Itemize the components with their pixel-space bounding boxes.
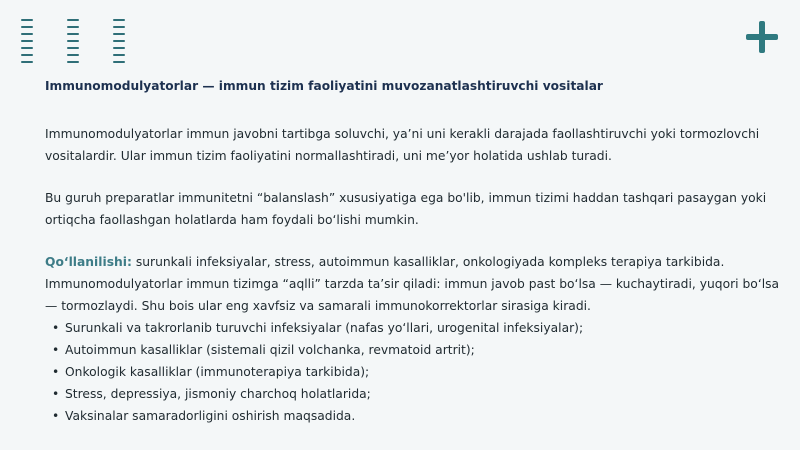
paragraph-balance: Bu guruh preparatlar immunitetni “balanslash” xususiyatiga ega bo'lib, immun tizimi haddan tashqari pasaygan yoki ortiqcha faollashgan holatlarda ham foydali bo‘lishi mumkin. (45, 191, 767, 227)
plus-icon[interactable] (746, 21, 778, 53)
list-item: • Onkologik kasalliklar (immunoterapiya tarkibida); (65, 361, 780, 383)
menu-lines-icon (21, 19, 33, 68)
menu-lines-icon (67, 19, 79, 68)
list-item: • Autoimmun kasalliklar (sistemali qizil volchanka, revmatoid artrit); (65, 339, 780, 361)
article-title: Immunomodulyatorlar — immun tizim faoliyatini muvozanatlashtiruvchi vositalar (45, 79, 603, 93)
paragraph-usage (45, 251, 780, 317)
paragraph-definition: Immunomodulyatorlar immun javobni tartibga soluvchi, ya’ni uni kerakli darajada faollashtiruvchi yoki tormozlovchi vositalardir. Ular immun tizim faoliyatini normallashtiradi, uni me’yor holatida ushlab turadi. (45, 127, 760, 163)
list-item: • Stress, depressiya, jismoniy charchoq holatlarida; (65, 383, 780, 405)
article (45, 77, 780, 427)
usage-label: Qo‘llanilishi: (45, 255, 132, 269)
list-item: • Surunkali va takrorlanib turuvchi infeksiyalar (nafas yo‘llari, urogenital infeksiyalar); (65, 317, 780, 339)
list-item: • Vaksinalar samaradorligini oshirish maqsadida. (65, 405, 780, 427)
indications-list (45, 317, 780, 427)
menu-lines-icon (113, 19, 125, 68)
usage-text: surunkali infeksiyalar, stress, autoimmun kasalliklar, onkologiyada kompleks terapiya tarkibida. Immunomodulyatorlar immun tizimga “aqlli” tarzda ta’sir qiladi: immun javob past bo‘lsa — kuchaytiradi, yuqori bo‘lsa — tormozlaydi. Shu bois ular eng xavfsiz va samarali immunokorrektorlar sirasiga kiradi. (45, 255, 780, 313)
